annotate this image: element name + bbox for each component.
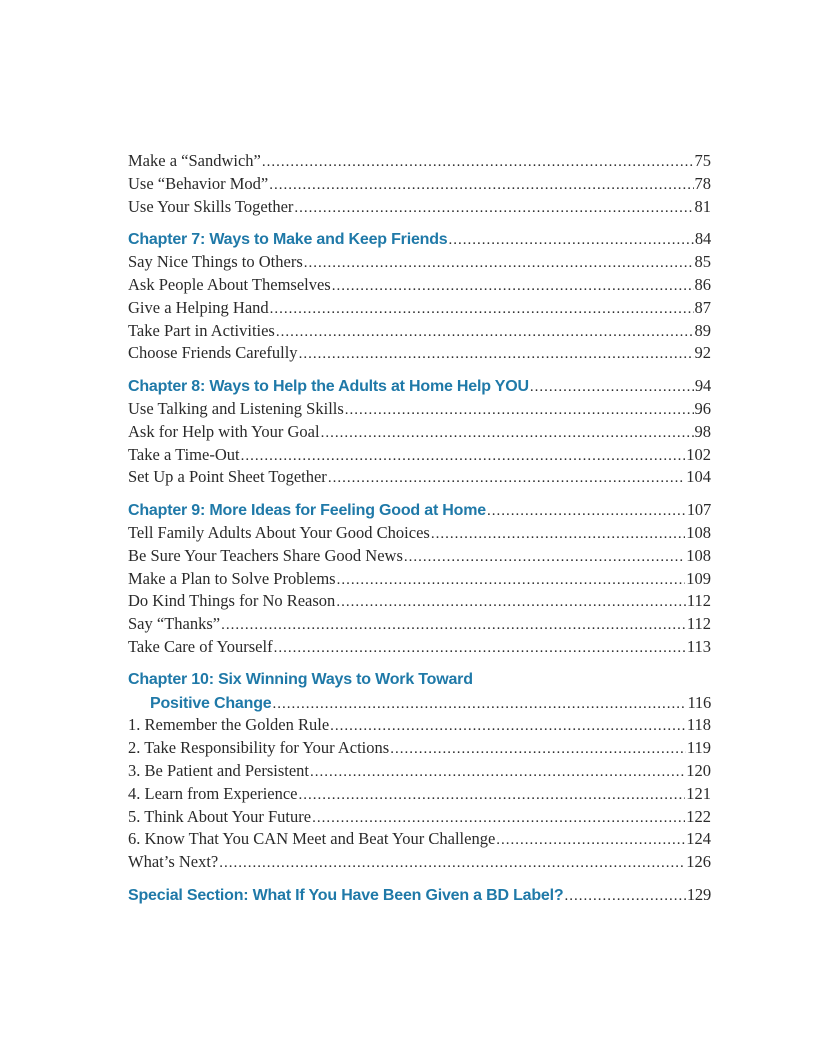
dot-leader [270, 298, 694, 321]
toc-entry [128, 522, 711, 545]
toc-entry [128, 320, 711, 343]
dot-leader [299, 343, 694, 366]
entry-page: 85 [694, 252, 711, 272]
entry-page: 102 [686, 444, 711, 464]
dot-leader [449, 229, 694, 252]
dot-leader [262, 151, 694, 174]
entry-title: Give a Helping Hand [128, 297, 269, 317]
dot-leader [345, 399, 694, 422]
toc-entry [128, 613, 711, 636]
entry-title: Use “Behavior Mod” [128, 173, 269, 193]
entry-page: 126 [686, 852, 711, 872]
toc-entry [128, 714, 711, 737]
entry-page: 104 [686, 467, 711, 487]
dot-leader [496, 829, 685, 852]
toc-section-ch9 [128, 499, 711, 659]
toc-entry [128, 342, 711, 365]
chapter-heading [128, 228, 711, 251]
entry-page: 75 [694, 151, 711, 170]
dot-leader [272, 693, 686, 716]
toc-entry [128, 636, 711, 659]
dot-leader [219, 852, 685, 875]
dot-leader [241, 445, 686, 468]
chapter-title: Special Section: What If You Have Been Given a BD Label? [128, 886, 564, 904]
toc-entry [128, 398, 711, 421]
toc-entry [128, 760, 711, 783]
dot-leader [294, 197, 693, 220]
dot-leader [336, 591, 686, 614]
dot-leader [431, 523, 685, 546]
entry-page: 92 [694, 343, 711, 363]
entry-title: Take a Time-Out [128, 444, 240, 464]
entry-title: 6. Know That You CAN Meet and Beat Your Challenge [128, 829, 496, 849]
toc-entry [128, 466, 711, 489]
entry-page: 121 [686, 783, 711, 803]
chapter-heading-line1 [128, 669, 711, 692]
toc-entry [128, 150, 711, 173]
toc-entry [128, 444, 711, 467]
entry-title: 1. Remember the Golden Rule [128, 715, 330, 735]
entry-page: 89 [694, 320, 711, 340]
entry-title: Make a Plan to Solve Problems [128, 568, 336, 588]
entry-page: 81 [694, 196, 711, 216]
entry-page: 112 [686, 614, 711, 634]
entry-page: 98 [694, 421, 711, 441]
entry-title: 5. Think About Your Future [128, 806, 312, 826]
dot-leader [332, 275, 694, 298]
entry-page: 108 [686, 545, 711, 565]
dot-leader [304, 252, 694, 275]
dot-leader [321, 422, 694, 445]
toc-entry [128, 251, 711, 274]
toc-entry [128, 196, 711, 219]
toc-entry [128, 173, 711, 196]
toc-entry [128, 274, 711, 297]
entry-title: 3. Be Patient and Persistent [128, 760, 310, 780]
entry-title: 4. Learn from Experience [128, 783, 298, 803]
dot-leader [299, 784, 686, 807]
toc-section-special [128, 884, 711, 907]
chapter-page: 129 [686, 884, 711, 904]
chapter-title: Chapter 8: Ways to Help the Adults at Home Help YOU [128, 378, 529, 396]
entry-page: 86 [694, 274, 711, 294]
entry-title: Use Talking and Listening Skills [128, 398, 344, 418]
toc-entry [128, 806, 711, 829]
toc-entry [128, 851, 711, 874]
dot-leader [487, 500, 686, 523]
dot-leader [404, 546, 685, 569]
dot-leader [310, 761, 685, 784]
dot-leader [276, 321, 694, 344]
entry-title: Be Sure Your Teachers Share Good News [128, 545, 403, 565]
entry-page: 108 [686, 522, 711, 542]
table-of-contents [128, 150, 711, 907]
toc-section-ch7 [128, 228, 711, 365]
dot-leader [337, 569, 686, 592]
entry-page: 124 [686, 829, 711, 849]
entry-title: Ask People About Themselves [128, 274, 331, 294]
entry-title: Tell Family Adults About Your Good Choices [128, 522, 430, 542]
entry-page: 112 [686, 591, 711, 611]
chapter-title-continued: Positive Change [150, 694, 272, 712]
toc-section-ch6-continued [128, 150, 711, 218]
dot-leader [269, 174, 693, 197]
toc-section-ch10 [128, 669, 711, 874]
toc-entry [128, 421, 711, 444]
entry-title: Say Nice Things to Others [128, 252, 303, 272]
entry-page: 113 [686, 636, 711, 656]
dot-leader [328, 467, 685, 490]
entry-page: 120 [686, 760, 711, 780]
chapter-page: 107 [686, 500, 711, 520]
entry-title: Ask for Help with Your Goal [128, 421, 320, 441]
chapter-heading [128, 884, 711, 907]
entry-title: Do Kind Things for No Reason [128, 591, 336, 611]
toc-entry [128, 828, 711, 851]
toc-entry [128, 737, 711, 760]
chapter-page: 94 [694, 376, 711, 396]
entry-page: 78 [694, 173, 711, 193]
toc-entry [128, 297, 711, 320]
entry-page: 96 [694, 398, 711, 418]
entry-title: Use Your Skills Together [128, 196, 294, 216]
entry-title: Take Care of Yourself [128, 636, 273, 656]
chapter-title: Chapter 7: Ways to Make and Keep Friends [128, 231, 448, 249]
entry-title: Choose Friends Carefully [128, 343, 298, 363]
chapter-page: 84 [694, 229, 711, 249]
dot-leader [221, 614, 686, 637]
entry-page: 109 [686, 568, 711, 588]
toc-entry [128, 568, 711, 591]
entry-page: 87 [694, 297, 711, 317]
entry-title: Set Up a Point Sheet Together [128, 467, 327, 487]
chapter-title: Chapter 10: Six Winning Ways to Work Toward [128, 670, 473, 688]
chapter-title: Chapter 9: More Ideas for Feeling Good at Home [128, 502, 486, 520]
entry-page: 118 [686, 715, 711, 735]
chapter-heading [128, 375, 711, 398]
chapter-heading-line2 [128, 692, 711, 715]
entry-title: Take Part in Activities [128, 320, 275, 340]
toc-section-ch8 [128, 375, 711, 489]
entry-page: 122 [686, 806, 711, 826]
dot-leader [530, 376, 694, 399]
dot-leader [312, 807, 685, 830]
toc-entry [128, 590, 711, 613]
dot-leader [564, 885, 685, 908]
dot-leader [330, 715, 686, 738]
toc-entry [128, 783, 711, 806]
entry-title: Make a “Sandwich” [128, 151, 261, 170]
entry-title: Say “Thanks” [128, 614, 221, 634]
toc-entry [128, 545, 711, 568]
entry-title: 2. Take Responsibility for Your Actions [128, 738, 390, 758]
chapter-heading [128, 499, 711, 522]
entry-title: What’s Next? [128, 852, 219, 872]
dot-leader [390, 738, 686, 761]
chapter-page: 116 [687, 692, 711, 712]
entry-page: 119 [686, 738, 711, 758]
dot-leader [274, 637, 686, 660]
